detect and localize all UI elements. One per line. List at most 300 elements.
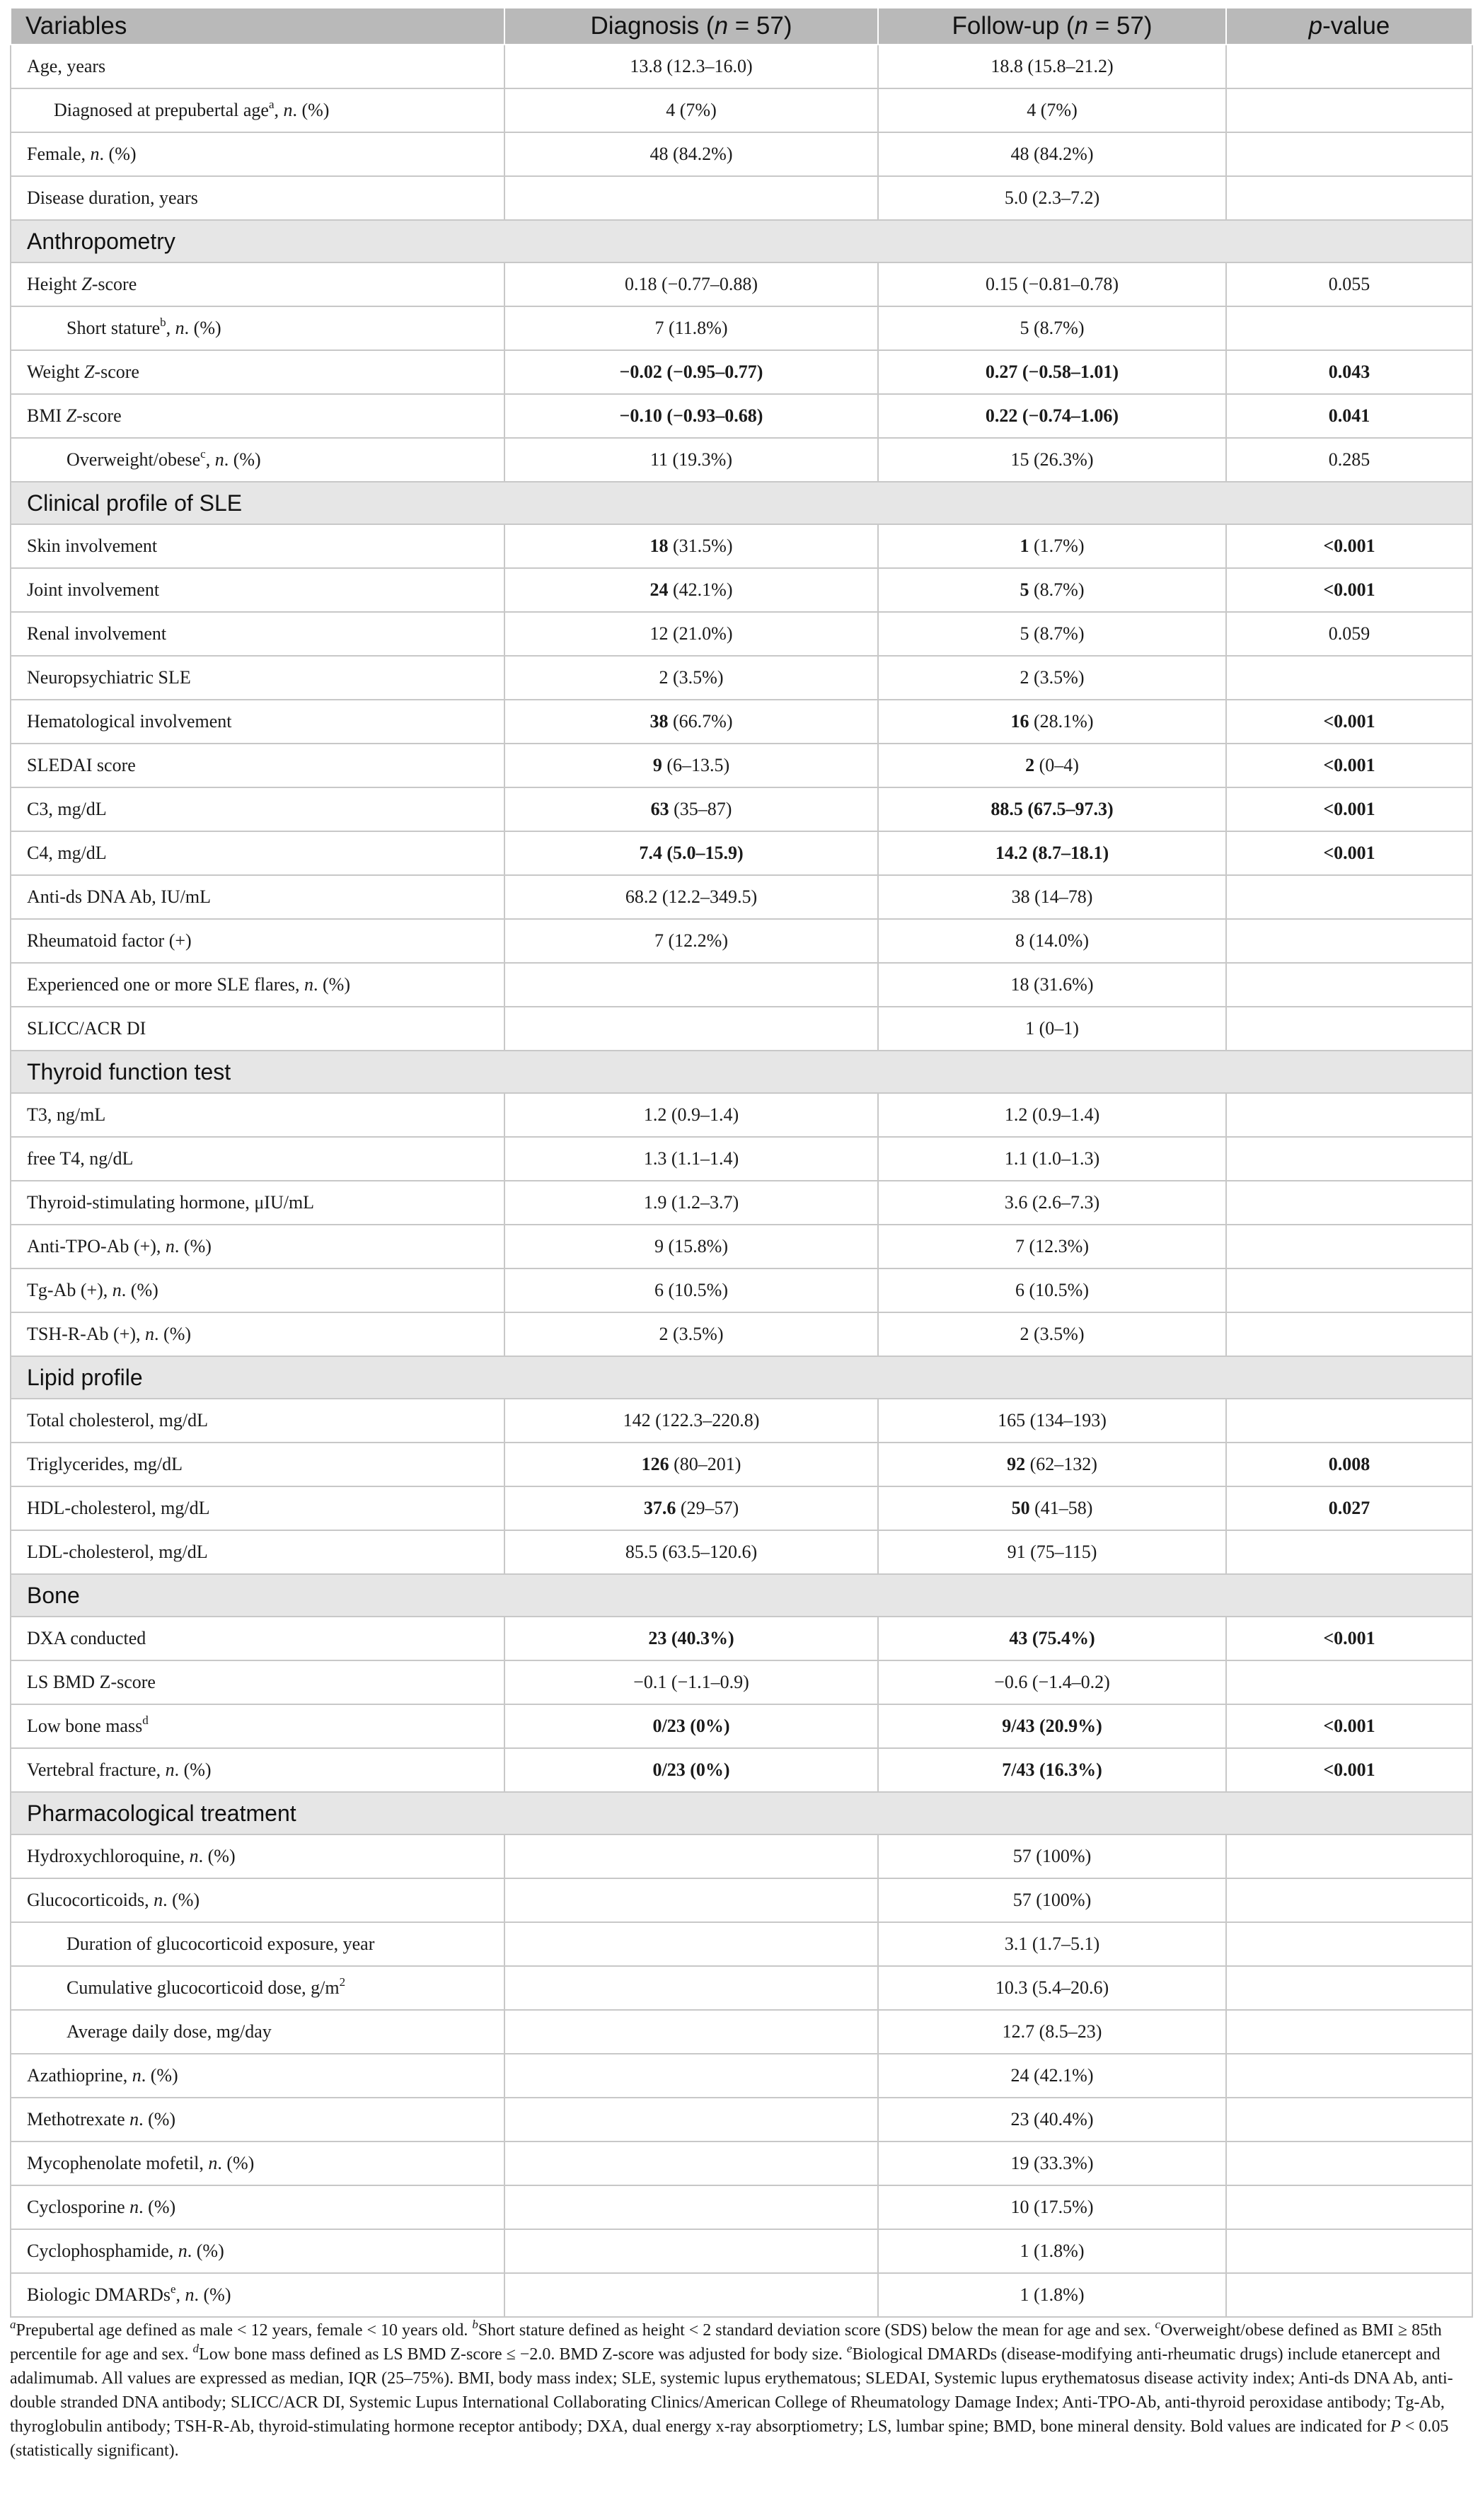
cell-followup-value: 1 (0–1) <box>1025 1018 1079 1039</box>
cell-diagnosis-value: 1.9 (1.2–3.7) <box>643 1192 739 1213</box>
cell-followup <box>878 2010 1226 2054</box>
cell-p-value <box>1226 1312 1472 1356</box>
table-row <box>11 919 1472 963</box>
table-row <box>11 1922 1472 1966</box>
cell-followup-bold: 2 <box>1025 755 1035 775</box>
cell-followup <box>878 262 1226 306</box>
cell-followup-value: 10.3 (5.4–20.6) <box>995 1977 1109 1998</box>
cell-followup <box>878 394 1226 438</box>
row-label <box>11 1486 504 1530</box>
cell-followup-value: 12.7 (8.5–23) <box>1002 2021 1102 2042</box>
row-label-text: C4, mg/dL <box>27 843 107 863</box>
cell-followup <box>878 700 1226 744</box>
cell-p-value <box>1226 2098 1472 2142</box>
cell-diagnosis-bold: 18 <box>649 536 669 556</box>
cell-diagnosis-value: −0.02 (−0.95–0.77) <box>619 362 763 382</box>
table-row <box>11 1660 1472 1704</box>
cell-followup-value: 91 (75–115) <box>1007 1542 1097 1562</box>
cell-followup <box>878 1530 1226 1574</box>
row-label-text: Cumulative glucocorticoid dose, g/m <box>67 1977 340 1998</box>
cell-followup-value: 57 (100%) <box>1012 1890 1092 1910</box>
header-p-symbol: p <box>1308 12 1323 40</box>
row-label <box>11 2010 504 2054</box>
header-n-symbol: n <box>714 12 729 40</box>
cell-followup-rest: (62–132) <box>1025 1454 1097 1474</box>
cell-followup <box>878 306 1226 350</box>
cell-followup-bold: 16 <box>1010 711 1029 732</box>
cell-followup-value: 5 (8.7%) <box>1020 623 1085 644</box>
cell-diagnosis-value: 7.4 (5.0–15.9) <box>639 843 744 863</box>
row-label <box>11 1704 504 1748</box>
row-label <box>11 1181 504 1225</box>
row-label <box>11 963 504 1007</box>
row-label-text: Height <box>27 274 82 294</box>
row-label <box>11 1617 504 1660</box>
cell-followup-bold: 92 <box>1007 1454 1026 1474</box>
row-label-text: Skin involvement <box>27 536 158 556</box>
cell-diagnosis-rest: (35–87) <box>669 799 732 819</box>
row-label-sup: a <box>268 98 275 112</box>
row-label-text: Cyclophosphamide, <box>27 2241 178 2261</box>
cell-followup <box>878 176 1226 220</box>
cell-p-value <box>1226 2229 1472 2273</box>
cell-p-value <box>1226 1268 1472 1312</box>
row-label-suffix: . (%) <box>187 2241 224 2261</box>
cell-p-value-text: 0.043 <box>1328 362 1370 382</box>
row-label-italic: Z <box>81 274 92 294</box>
cell-diagnosis <box>504 2185 878 2229</box>
cell-followup-value: 6 (10.5%) <box>1015 1280 1089 1300</box>
header-diagnosis-label: Diagnosis ( <box>590 12 715 40</box>
cell-p-value <box>1226 1443 1472 1486</box>
cell-followup-value: 7/43 (16.3%) <box>1002 1759 1102 1780</box>
cell-followup <box>878 1922 1226 1966</box>
row-label <box>11 2098 504 2142</box>
cell-diagnosis-bold: 37.6 <box>643 1498 676 1518</box>
cell-p-value <box>1226 394 1472 438</box>
cell-diagnosis <box>504 1486 878 1530</box>
cell-followup-value: 18.8 (15.8–21.2) <box>991 56 1114 76</box>
row-label-text: DXA conducted <box>27 1628 146 1648</box>
table-row <box>11 2273 1472 2317</box>
section-heading: Pharmacological treatment <box>11 1792 1472 1834</box>
row-label-suffix: , <box>205 449 215 470</box>
cell-p-value-text: <0.001 <box>1323 536 1375 556</box>
cell-diagnosis-value: 68.2 (12.2–349.5) <box>625 886 758 907</box>
section-row <box>11 482 1472 524</box>
cell-p-value <box>1226 831 1472 875</box>
cell-diagnosis <box>504 612 878 656</box>
cell-diagnosis-value: 0.18 (−0.77–0.88) <box>625 274 758 294</box>
cell-diagnosis-value: −0.1 (−1.1–0.9) <box>633 1672 749 1692</box>
cell-followup <box>878 524 1226 568</box>
row-label-text: Cyclosporine <box>27 2197 130 2217</box>
cell-diagnosis <box>504 1878 878 1922</box>
table-row <box>11 262 1472 306</box>
cell-diagnosis-value: 7 (12.2%) <box>654 930 728 951</box>
row-label-text: Triglycerides, mg/dL <box>27 1454 183 1474</box>
table-header-row <box>11 8 1472 45</box>
section-row <box>11 1051 1472 1093</box>
cell-diagnosis <box>504 2010 878 2054</box>
cell-followup <box>878 132 1226 176</box>
row-label <box>11 88 504 132</box>
row-label-sup: c <box>200 447 206 461</box>
row-label-text: Female, <box>27 144 91 164</box>
cell-p-value-text: <0.001 <box>1323 711 1375 732</box>
row-label-text: Overweight/obese <box>67 449 201 470</box>
table-row <box>11 2142 1472 2185</box>
section-heading: Clinical profile of SLE <box>11 482 1472 524</box>
cell-diagnosis <box>504 963 878 1007</box>
row-label-text: Duration of glucocorticoid exposure, year <box>67 1934 375 1954</box>
row-label <box>11 1093 504 1137</box>
row-label-italic: n <box>175 318 185 338</box>
row-label <box>11 1007 504 1051</box>
row-label <box>11 1530 504 1574</box>
header-p-suffix: -value <box>1322 12 1390 40</box>
cell-p-value <box>1226 919 1472 963</box>
table-row <box>11 306 1472 350</box>
cell-p-value <box>1226 1399 1472 1443</box>
header-n-value: = 57) <box>728 12 792 40</box>
row-label-suffix: . (%) <box>198 1846 236 1866</box>
cell-diagnosis <box>504 88 878 132</box>
row-label <box>11 1966 504 2010</box>
cell-followup <box>878 1704 1226 1748</box>
cell-p-value <box>1226 1878 1472 1922</box>
cell-diagnosis <box>504 45 878 88</box>
cell-diagnosis <box>504 2054 878 2098</box>
row-label-text: Rheumatoid factor (+) <box>27 930 192 951</box>
row-label-italic: n <box>145 1324 155 1344</box>
cell-diagnosis-bold: 126 <box>641 1454 669 1474</box>
row-label-italic: Z <box>83 362 95 382</box>
cell-diagnosis <box>504 394 878 438</box>
row-label-text: HDL-cholesterol, mg/dL <box>27 1498 210 1518</box>
cell-p-value <box>1226 787 1472 831</box>
row-label <box>11 1922 504 1966</box>
cell-p-value <box>1226 744 1472 787</box>
row-label-text: Average daily dose, mg/day <box>67 2021 272 2042</box>
table-row <box>11 656 1472 700</box>
table-row <box>11 1966 1472 2010</box>
row-label-text: Age, years <box>27 56 106 76</box>
row-label-text: Weight <box>27 362 84 382</box>
row-label-text: SLEDAI score <box>27 755 136 775</box>
row-label-text: Anti-TPO-Ab (+), <box>27 1236 166 1256</box>
row-label <box>11 2054 504 2098</box>
row-label-suffix: . (%) <box>139 2109 176 2129</box>
cell-followup-rest: (41–58) <box>1029 1498 1093 1518</box>
cell-diagnosis-value: 11 (19.3%) <box>649 449 732 470</box>
cell-diagnosis <box>504 1922 878 1966</box>
cell-followup-bold: 50 <box>1011 1498 1030 1518</box>
cell-diagnosis <box>504 744 878 787</box>
cell-followup-value: 3.1 (1.7–5.1) <box>1004 1934 1100 1954</box>
cell-followup-value: 10 (17.5%) <box>1010 2197 1094 2217</box>
header-diagnosis <box>504 8 878 45</box>
cell-p-value <box>1226 306 1472 350</box>
row-label-suffix: -score <box>94 362 139 382</box>
cell-p-value <box>1226 1137 1472 1181</box>
row-label-suffix: . (%) <box>194 2284 231 2305</box>
cell-diagnosis <box>504 1181 878 1225</box>
row-label-suffix: , <box>274 100 284 120</box>
cell-diagnosis-bold: 9 <box>652 755 662 775</box>
cell-p-value <box>1226 438 1472 482</box>
cell-p-value <box>1226 1007 1472 1051</box>
section-heading: Anthropometry <box>11 220 1472 262</box>
cell-p-value <box>1226 1093 1472 1137</box>
table-row <box>11 2098 1472 2142</box>
cell-p-value-text: 0.041 <box>1328 405 1370 426</box>
row-label <box>11 919 504 963</box>
row-label-text: Glucocorticoids, <box>27 1890 154 1910</box>
cell-diagnosis-value: 1.3 (1.1–1.4) <box>643 1148 739 1169</box>
cell-diagnosis <box>504 2229 878 2273</box>
table-row <box>11 1486 1472 1530</box>
cell-followup-value: 3.6 (2.6–7.3) <box>1004 1192 1100 1213</box>
cell-diagnosis-value: 2 (3.5%) <box>659 667 724 688</box>
cell-diagnosis <box>504 787 878 831</box>
cell-followup-value: 4 (7%) <box>1027 100 1078 120</box>
cell-p-value-text: 0.285 <box>1328 449 1370 470</box>
cell-diagnosis <box>504 875 878 919</box>
row-label-sup: b <box>160 316 166 330</box>
cell-followup <box>878 1225 1226 1268</box>
cell-followup-value: 1 (1.8%) <box>1020 2241 1085 2261</box>
row-label-suffix: -score <box>76 405 122 426</box>
row-label-text: Total cholesterol, mg/dL <box>27 1410 208 1430</box>
row-label-text: Low bone mass <box>27 1716 143 1736</box>
cell-followup-value: 0.27 (−0.58–1.01) <box>985 362 1119 382</box>
row-label <box>11 1748 504 1792</box>
cell-followup <box>878 2273 1226 2317</box>
cell-p-value <box>1226 1704 1472 1748</box>
cell-followup-value: 18 (31.6%) <box>1010 974 1094 995</box>
section-heading: Bone <box>11 1574 1472 1617</box>
header-n-symbol: n <box>1074 12 1089 40</box>
cell-followup <box>878 568 1226 612</box>
cell-p-value-text: <0.001 <box>1323 799 1375 819</box>
cell-followup <box>878 1660 1226 1704</box>
row-label-suffix: . (%) <box>292 100 330 120</box>
row-label-suffix: -score <box>91 274 137 294</box>
header-followup-label: Follow-up ( <box>952 12 1075 40</box>
table-row <box>11 568 1472 612</box>
cell-followup <box>878 963 1226 1007</box>
row-label-sup: d <box>142 1713 149 1728</box>
cell-diagnosis <box>504 306 878 350</box>
row-label-suffix: . (%) <box>174 1759 212 1780</box>
cell-followup-value: 2 (3.5%) <box>1020 667 1085 688</box>
row-label-text: Tg-Ab (+), <box>27 1280 112 1300</box>
cell-diagnosis <box>504 438 878 482</box>
row-label <box>11 744 504 787</box>
cell-p-value <box>1226 262 1472 306</box>
cell-diagnosis-value: 4 (7%) <box>666 100 717 120</box>
row-label-suffix: . (%) <box>184 318 221 338</box>
cell-followup-value: 19 (33.3%) <box>1010 2153 1094 2173</box>
footnote-mark: e <box>846 2342 853 2355</box>
cell-p-value-text: <0.001 <box>1323 1716 1375 1736</box>
cell-followup-value: 1.1 (1.0–1.3) <box>1004 1148 1100 1169</box>
row-label <box>11 1878 504 1922</box>
cell-followup-rest: (8.7%) <box>1029 579 1085 600</box>
cell-diagnosis-bold: 63 <box>650 799 669 819</box>
cell-p-value-text: <0.001 <box>1323 755 1375 775</box>
row-label-text: T3, ng/mL <box>27 1104 106 1125</box>
cell-followup-value: −0.6 (−1.4–0.2) <box>994 1672 1110 1692</box>
cell-followup-rest: (0–4) <box>1034 755 1079 775</box>
row-label-text: Hematological involvement <box>27 711 232 732</box>
cell-p-value <box>1226 700 1472 744</box>
row-label-italic: Z <box>66 405 77 426</box>
cell-diagnosis <box>504 1966 878 2010</box>
table-row <box>11 394 1472 438</box>
cell-diagnosis <box>504 1268 878 1312</box>
table-row <box>11 1093 1472 1137</box>
row-label-italic: n <box>112 1280 122 1300</box>
table-body <box>11 45 1472 2317</box>
section-heading: Thyroid function test <box>11 1051 1472 1093</box>
row-label-italic: n <box>154 1890 163 1910</box>
row-label <box>11 1660 504 1704</box>
table-row <box>11 176 1472 220</box>
row-label-italic: n <box>129 2197 139 2217</box>
row-label <box>11 612 504 656</box>
cell-followup <box>878 1399 1226 1443</box>
cell-followup <box>878 919 1226 963</box>
cell-p-value <box>1226 45 1472 88</box>
cell-followup <box>878 350 1226 394</box>
footnote-mark: a <box>10 2318 16 2331</box>
table-row <box>11 1225 1472 1268</box>
row-label-text: C3, mg/dL <box>27 799 107 819</box>
cell-followup-value: 7 (12.3%) <box>1015 1236 1089 1256</box>
cell-p-value <box>1226 176 1472 220</box>
row-label-text: Mycophenolate mofetil, <box>27 2153 209 2173</box>
cell-diagnosis <box>504 1225 878 1268</box>
cell-p-value <box>1226 1834 1472 1878</box>
row-label-suffix: . (%) <box>163 1890 200 1910</box>
cell-p-value-text: <0.001 <box>1323 1628 1375 1648</box>
row-label-italic: n <box>132 2065 142 2086</box>
cell-followup-bold: 5 <box>1020 579 1029 600</box>
table-row <box>11 2054 1472 2098</box>
cell-p-value <box>1226 2010 1472 2054</box>
footnote-tail: < 0.05 (statistically significant). <box>10 2417 1449 2460</box>
table-row <box>11 1007 1472 1051</box>
results-table <box>10 7 1473 2318</box>
row-label-suffix: . (%) <box>141 2065 178 2086</box>
cell-followup-value: 38 (14–78) <box>1011 886 1093 907</box>
row-label-text: free T4, ng/dL <box>27 1148 134 1169</box>
cell-diagnosis <box>504 1530 878 1574</box>
table-row <box>11 1399 1472 1443</box>
cell-diagnosis-value: 12 (21.0%) <box>649 623 733 644</box>
cell-p-value <box>1226 2273 1472 2317</box>
cell-followup-rest: (1.7%) <box>1029 536 1085 556</box>
cell-followup-rest: (28.1%) <box>1029 711 1094 732</box>
table-row <box>11 88 1472 132</box>
row-label-text: TSH-R-Ab (+), <box>27 1324 146 1344</box>
table-row <box>11 1748 1472 1792</box>
cell-diagnosis <box>504 350 878 394</box>
cell-diagnosis-value: 6 (10.5%) <box>654 1280 728 1300</box>
row-label-text: Disease duration, years <box>27 187 198 208</box>
table-row <box>11 1443 1472 1486</box>
cell-diagnosis-bold: 24 <box>649 579 669 600</box>
table-row <box>11 438 1472 482</box>
cell-diagnosis <box>504 1007 878 1051</box>
cell-followup <box>878 1878 1226 1922</box>
cell-diagnosis-value: 9 (15.8%) <box>654 1236 728 1256</box>
cell-followup <box>878 831 1226 875</box>
cell-followup <box>878 1137 1226 1181</box>
cell-followup-value: 57 (100%) <box>1012 1846 1092 1866</box>
cell-diagnosis <box>504 132 878 176</box>
row-label-text: SLICC/ACR DI <box>27 1018 146 1039</box>
row-label-text: BMI <box>27 405 67 426</box>
cell-diagnosis <box>504 831 878 875</box>
row-label <box>11 176 504 220</box>
row-label-text: Hydroxychloroquine, <box>27 1846 190 1866</box>
row-label <box>11 2185 504 2229</box>
table-row <box>11 1878 1472 1922</box>
cell-diagnosis <box>504 2273 878 2317</box>
cell-followup-value: 9/43 (20.9%) <box>1002 1716 1102 1736</box>
row-label-italic: n <box>214 449 224 470</box>
section-row <box>11 220 1472 262</box>
table-row <box>11 831 1472 875</box>
cell-followup <box>878 2054 1226 2098</box>
table-row <box>11 1617 1472 1660</box>
row-label-text: Vertebral fracture, <box>27 1759 166 1780</box>
table-row <box>11 787 1472 831</box>
table-row <box>11 1137 1472 1181</box>
cell-diagnosis-value: 85.5 (63.5–120.6) <box>625 1542 758 1562</box>
row-label <box>11 438 504 482</box>
row-label-italic: n <box>178 2241 187 2261</box>
cell-p-value-text: <0.001 <box>1323 1759 1375 1780</box>
footnote-text: Short stature defined as height < 2 standard deviation score (SDS) below the mean for age and sex. <box>478 2321 1155 2340</box>
row-label-text: Diagnosed at prepubertal age <box>54 100 269 120</box>
cell-p-value-text: 0.027 <box>1328 1498 1370 1518</box>
cell-followup-bold: 1 <box>1020 536 1029 556</box>
cell-p-value <box>1226 875 1472 919</box>
row-label <box>11 787 504 831</box>
row-label-suffix: . (%) <box>174 1236 212 1256</box>
cell-followup-value: 2 (3.5%) <box>1020 1324 1085 1344</box>
cell-diagnosis-rest: (6–13.5) <box>662 755 730 775</box>
cell-diagnosis-value: 23 (40.3%) <box>648 1628 734 1648</box>
row-label <box>11 2229 504 2273</box>
cell-diagnosis-rest: (29–57) <box>676 1498 739 1518</box>
header-n-value: = 57) <box>1088 12 1153 40</box>
cell-followup-value: 1.2 (0.9–1.4) <box>1004 1104 1100 1125</box>
cell-followup <box>878 1486 1226 1530</box>
table-row <box>11 132 1472 176</box>
row-label <box>11 1137 504 1181</box>
cell-p-value <box>1226 568 1472 612</box>
table-row <box>11 875 1472 919</box>
cell-followup <box>878 1007 1226 1051</box>
cell-followup-value: 15 (26.3%) <box>1010 449 1094 470</box>
cell-diagnosis-value: 142 (122.3–220.8) <box>623 1410 760 1430</box>
cell-diagnosis-value: 48 (84.2%) <box>649 144 733 164</box>
